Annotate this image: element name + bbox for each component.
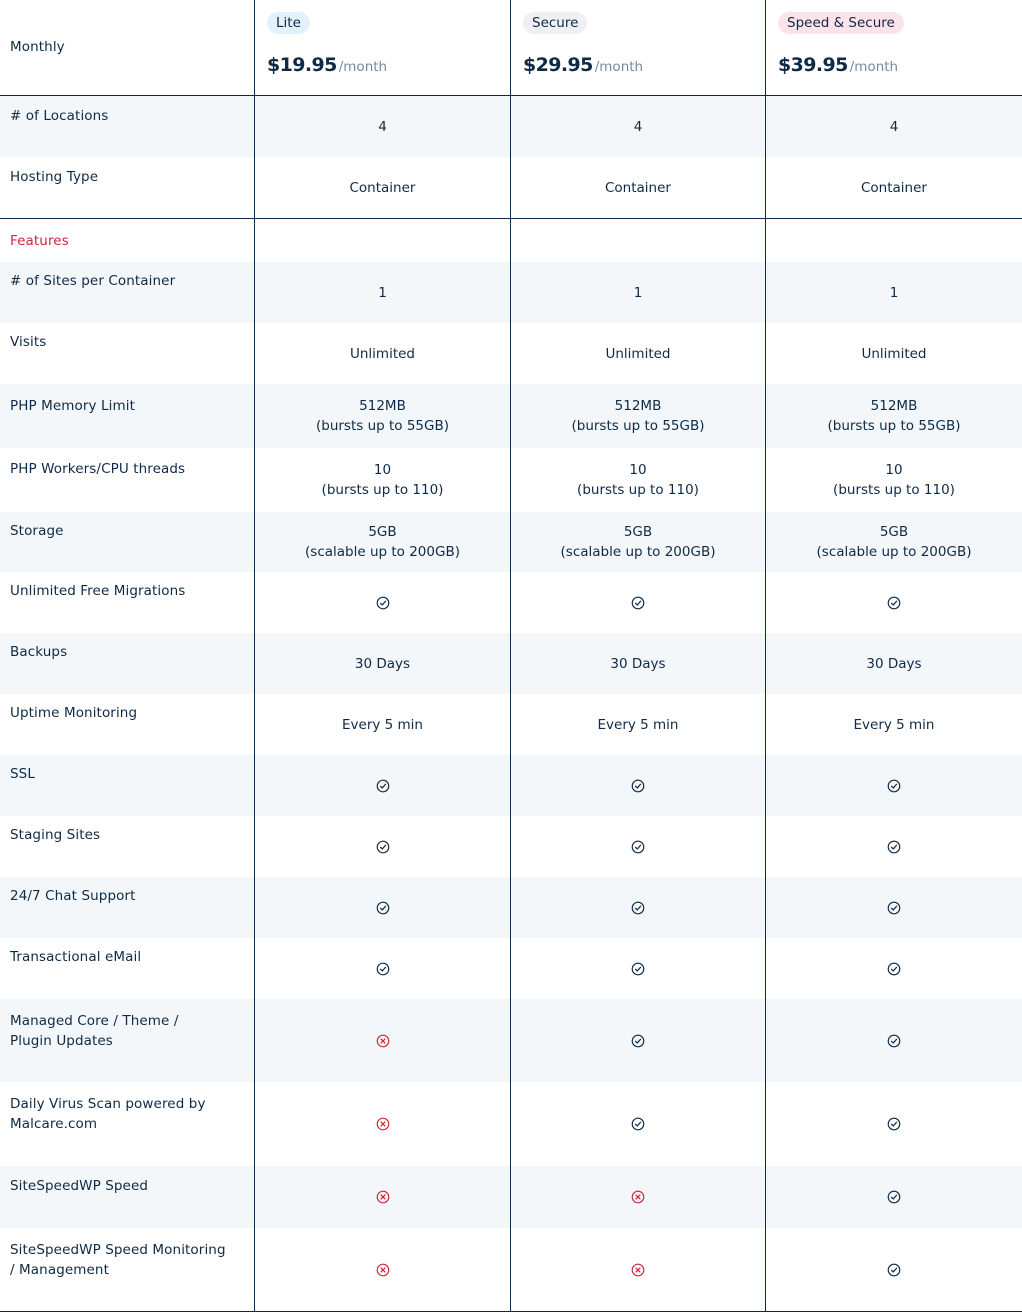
check-circle-icon bbox=[887, 596, 901, 610]
row-label-text: 24/7 Chat Support bbox=[10, 888, 136, 904]
cell-value: Every 5 min bbox=[342, 716, 423, 733]
check-circle-icon bbox=[376, 596, 390, 610]
feature-row bbox=[0, 384, 1022, 448]
header-row bbox=[0, 0, 1022, 96]
cell-lite bbox=[254, 262, 510, 323]
cell-secure bbox=[510, 572, 765, 633]
cell-secure bbox=[510, 1166, 765, 1228]
price-amount: $19.95 bbox=[267, 54, 337, 76]
cell-secure bbox=[510, 448, 765, 512]
x-circle-icon bbox=[376, 1117, 390, 1131]
check-circle-icon bbox=[631, 779, 645, 793]
row-label-text: Unlimited Free Migrations bbox=[10, 583, 186, 599]
cell-value: 30 Days bbox=[354, 655, 411, 672]
row-label-text-2: / Management bbox=[10, 1262, 109, 1278]
row-label-text: Visits bbox=[10, 334, 47, 350]
feature-row bbox=[0, 633, 1022, 694]
cell-speed bbox=[765, 96, 1022, 157]
cell-speed bbox=[765, 1166, 1022, 1228]
cell-lite bbox=[254, 1082, 510, 1166]
row-label-text-2: Plugin Updates bbox=[10, 1033, 113, 1049]
features-heading: Features bbox=[10, 233, 69, 249]
cell-lite bbox=[254, 633, 510, 694]
row-label bbox=[0, 633, 254, 694]
cell-secure bbox=[510, 877, 765, 938]
cell-speed bbox=[765, 512, 1022, 572]
cell-speed bbox=[765, 157, 1022, 218]
row-label bbox=[0, 1228, 254, 1311]
cell-subvalue: (scalable up to 200GB) bbox=[560, 544, 716, 560]
cell-lite bbox=[254, 1228, 510, 1311]
feature-row bbox=[0, 512, 1022, 572]
price-period: /month bbox=[849, 59, 899, 75]
cell-value: Container bbox=[349, 179, 416, 196]
plan-price bbox=[267, 54, 510, 76]
cell-value: 10 bbox=[629, 462, 647, 478]
check-circle-icon bbox=[631, 596, 645, 610]
row-label-text-2: Malcare.com bbox=[10, 1116, 98, 1132]
cell-secure bbox=[510, 694, 765, 755]
cell-value: Container bbox=[861, 179, 927, 196]
row-label bbox=[0, 694, 254, 755]
price-amount: $39.95 bbox=[778, 54, 848, 76]
row-label-text: PHP Workers/CPU threads bbox=[10, 461, 186, 477]
x-circle-icon bbox=[376, 1190, 390, 1204]
cell-value: 30 Days bbox=[866, 655, 922, 672]
row-label bbox=[0, 323, 254, 384]
row-label-text: Uptime Monitoring bbox=[10, 705, 138, 721]
row-label-text: Transactional eMail bbox=[10, 949, 142, 965]
plan-header-secure bbox=[510, 0, 765, 95]
cell-value: 1 bbox=[633, 284, 643, 301]
cell-lite bbox=[254, 999, 510, 1082]
cell-secure bbox=[510, 384, 765, 448]
cell-value: Every 5 min bbox=[597, 716, 679, 733]
cell-value: 4 bbox=[378, 118, 387, 135]
cell-value: 1 bbox=[378, 284, 387, 301]
cell-speed bbox=[765, 694, 1022, 755]
cell-speed bbox=[765, 1228, 1022, 1311]
cell-value: 512MB bbox=[870, 398, 918, 414]
cell-subvalue: (scalable up to 200GB) bbox=[816, 544, 972, 560]
cell-speed bbox=[765, 262, 1022, 323]
feature-row bbox=[0, 1166, 1022, 1228]
cell-lite bbox=[254, 877, 510, 938]
cell-secure bbox=[510, 96, 765, 157]
row-label-text: Daily Virus Scan powered by bbox=[10, 1096, 206, 1112]
cell-lite bbox=[254, 96, 510, 157]
cell-speed bbox=[765, 816, 1022, 877]
cell-value: Every 5 min bbox=[853, 716, 935, 733]
features-heading-row bbox=[0, 219, 1022, 262]
cell-value: 5GB bbox=[623, 524, 653, 540]
cell-speed bbox=[765, 999, 1022, 1082]
row-label bbox=[0, 262, 254, 323]
plan-price bbox=[778, 54, 1022, 76]
cell-secure bbox=[510, 1228, 765, 1311]
cell-value: 10 bbox=[373, 462, 392, 478]
basic-row bbox=[0, 96, 1022, 157]
cell-value: 512MB bbox=[359, 398, 406, 414]
price-period: /month bbox=[338, 59, 388, 75]
row-label bbox=[0, 877, 254, 938]
check-circle-icon bbox=[887, 1190, 901, 1204]
cell-value: 30 Days bbox=[610, 655, 666, 672]
cell-value: 512MB bbox=[614, 398, 662, 414]
row-label-text: PHP Memory Limit bbox=[10, 398, 135, 414]
check-circle-icon bbox=[376, 962, 390, 976]
cell-value: Unlimited bbox=[605, 345, 671, 362]
cell-subvalue: (bursts up to 55GB) bbox=[827, 418, 961, 434]
cell-subvalue: (scalable up to 200GB) bbox=[305, 544, 460, 560]
row-label bbox=[0, 384, 254, 448]
cell-speed bbox=[765, 877, 1022, 938]
price-amount: $29.95 bbox=[523, 54, 593, 76]
cell-value: Container bbox=[605, 179, 671, 196]
feature-row bbox=[0, 694, 1022, 755]
cell-value: 10 bbox=[885, 462, 903, 478]
cell-secure bbox=[510, 157, 765, 218]
check-circle-icon bbox=[631, 1034, 645, 1048]
feature-row bbox=[0, 448, 1022, 512]
cell-lite bbox=[254, 157, 510, 218]
cell-secure bbox=[510, 816, 765, 877]
feature-row bbox=[0, 755, 1022, 816]
x-circle-icon bbox=[376, 1034, 390, 1048]
check-circle-icon bbox=[887, 1263, 901, 1277]
cell-lite bbox=[254, 572, 510, 633]
row-label bbox=[0, 938, 254, 999]
feature-row bbox=[0, 1228, 1022, 1312]
check-circle-icon bbox=[631, 962, 645, 976]
check-circle-icon bbox=[887, 1034, 901, 1048]
row-label-text: SSL bbox=[10, 766, 35, 782]
cell-secure bbox=[510, 999, 765, 1082]
row-label-text: SiteSpeedWP Speed bbox=[10, 1178, 149, 1194]
empty-cell bbox=[765, 219, 1022, 262]
cell-speed bbox=[765, 448, 1022, 512]
price-period: /month bbox=[594, 59, 644, 75]
check-circle-icon bbox=[887, 840, 901, 854]
check-circle-icon bbox=[887, 962, 901, 976]
cell-subvalue: (bursts up to 55GB) bbox=[571, 418, 705, 434]
plan-badge: Lite bbox=[267, 12, 310, 34]
row-label-text: Managed Core / Theme / bbox=[10, 1013, 179, 1029]
plan-header-lite bbox=[254, 0, 510, 95]
plan-header-speed bbox=[765, 0, 1022, 95]
cell-speed bbox=[765, 1082, 1022, 1166]
cell-subvalue: (bursts up to 110) bbox=[577, 482, 699, 498]
row-label bbox=[0, 572, 254, 633]
plan-badge: Secure bbox=[523, 12, 587, 34]
row-label-text: Staging Sites bbox=[10, 827, 101, 843]
check-circle-icon bbox=[631, 840, 645, 854]
cell-secure bbox=[510, 755, 765, 816]
x-circle-icon bbox=[631, 1263, 645, 1277]
basic-row bbox=[0, 157, 1022, 219]
row-label-text: # of Locations bbox=[10, 108, 109, 124]
cell-secure bbox=[510, 633, 765, 694]
cell-lite bbox=[254, 1166, 510, 1228]
check-circle-icon bbox=[887, 901, 901, 915]
cell-subvalue: (bursts up to 110) bbox=[321, 482, 444, 498]
row-label bbox=[0, 1082, 254, 1166]
cell-lite bbox=[254, 448, 510, 512]
row-label-text: # of Sites per Container bbox=[10, 273, 176, 289]
row-label-text: Backups bbox=[10, 644, 68, 660]
empty-cell bbox=[510, 219, 765, 262]
feature-row bbox=[0, 262, 1022, 323]
cell-lite bbox=[254, 512, 510, 572]
cell-subvalue: (bursts up to 55GB) bbox=[315, 418, 450, 434]
plan-price bbox=[523, 54, 765, 76]
cell-lite bbox=[254, 323, 510, 384]
check-circle-icon bbox=[376, 840, 390, 854]
cell-value: 1 bbox=[889, 284, 899, 301]
cell-speed bbox=[765, 572, 1022, 633]
cell-secure bbox=[510, 262, 765, 323]
check-circle-icon bbox=[887, 1117, 901, 1131]
feature-row bbox=[0, 1082, 1022, 1166]
x-circle-icon bbox=[631, 1190, 645, 1204]
row-label-text: Hosting Type bbox=[10, 169, 99, 185]
cell-value: 5GB bbox=[368, 524, 397, 540]
row-label bbox=[0, 755, 254, 816]
cell-value: 4 bbox=[633, 118, 643, 135]
row-label bbox=[0, 816, 254, 877]
check-circle-icon bbox=[631, 901, 645, 915]
cell-speed bbox=[765, 323, 1022, 384]
row-label-text: Storage bbox=[10, 523, 64, 539]
cell-secure bbox=[510, 938, 765, 999]
row-label bbox=[0, 157, 254, 218]
plan-badge: Speed & Secure bbox=[778, 12, 904, 34]
row-label-text: SiteSpeedWP Speed Monitoring bbox=[10, 1242, 226, 1258]
check-circle-icon bbox=[887, 779, 901, 793]
row-label bbox=[0, 512, 254, 572]
cell-lite bbox=[254, 755, 510, 816]
empty-cell bbox=[254, 219, 510, 262]
cell-secure bbox=[510, 1082, 765, 1166]
row-label bbox=[0, 1166, 254, 1228]
row-label bbox=[0, 999, 254, 1082]
cell-speed bbox=[765, 755, 1022, 816]
cell-lite bbox=[254, 384, 510, 448]
cell-value: Unlimited bbox=[349, 345, 415, 362]
cell-speed bbox=[765, 384, 1022, 448]
billing-period-label: Monthly bbox=[10, 39, 65, 55]
check-circle-icon bbox=[376, 779, 390, 793]
row-label bbox=[0, 448, 254, 512]
cell-secure bbox=[510, 512, 765, 572]
check-circle-icon bbox=[376, 901, 390, 915]
cell-speed bbox=[765, 633, 1022, 694]
cell-lite bbox=[254, 938, 510, 999]
row-label bbox=[0, 96, 254, 157]
check-circle-icon bbox=[631, 1117, 645, 1131]
feature-row bbox=[0, 877, 1022, 938]
cell-value: 5GB bbox=[879, 524, 909, 540]
cell-lite bbox=[254, 816, 510, 877]
feature-row bbox=[0, 999, 1022, 1082]
cell-value: Unlimited bbox=[861, 345, 927, 362]
cell-speed bbox=[765, 938, 1022, 999]
cell-subvalue: (bursts up to 110) bbox=[833, 482, 955, 498]
cell-lite bbox=[254, 694, 510, 755]
cell-value: 4 bbox=[889, 118, 899, 135]
feature-row bbox=[0, 816, 1022, 877]
cell-secure bbox=[510, 323, 765, 384]
x-circle-icon bbox=[376, 1263, 390, 1277]
feature-row bbox=[0, 572, 1022, 633]
feature-row bbox=[0, 323, 1022, 384]
feature-row bbox=[0, 938, 1022, 999]
